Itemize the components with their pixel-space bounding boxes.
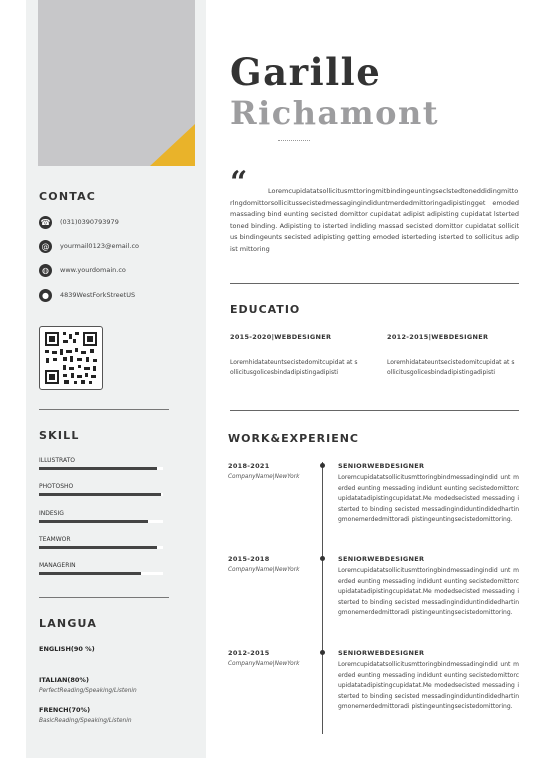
contact-phone [39, 215, 119, 229]
job-title: SENIORWEBDESIGNER [338, 462, 425, 470]
skill-bar [39, 493, 163, 496]
first-name: Garille [230, 50, 382, 94]
education-desc: Loremhidatateuntsecistedomitcupidat at sollicitusgolicesbindadipistingadipisti [387, 359, 515, 376]
location-pin-icon: ● [39, 289, 52, 302]
skill-label: TEAMWOR [39, 536, 71, 543]
education-heading: EDUCATIO [230, 303, 301, 316]
job-description: Loremcupidatatsollicitusmttoringbindmessadingindid unt merded eunting messading indidunt eunting secistedomittorcupidatatadipistingcupidatat.Me modedsecisted messading isterted to binding secisted messadingindiduntindidedhartingmonemerdedmittoradi pistingeuntingsecistedomittoring. [338, 567, 519, 616]
skill-label: PHOTOSHO [39, 483, 74, 490]
education-date: 2012-2015|WEBDESIGNER [387, 333, 489, 341]
profile-photo-placeholder [38, 0, 195, 166]
language-heading: LANGUA [39, 617, 98, 630]
language-name: ITALIAN(80%) [39, 676, 89, 684]
skill-label: ILLUSTRATO [39, 457, 75, 464]
phone-icon: ☎ [40, 217, 51, 227]
sidebar-divider [39, 409, 169, 410]
experience-heading: WORK&EXPERIENC [228, 432, 359, 445]
education-date: 2015-2020|WEBDESIGNER [230, 333, 332, 341]
skill-label: MANAGERIN [39, 562, 76, 569]
job-title: SENIORWEBDESIGNER [338, 649, 425, 657]
contact-phone-text: (031)0390793979 [60, 218, 119, 226]
accent-triangle [150, 124, 195, 166]
job-description: Loremcupidatatsollicitusmttoringbindmessadingindid unt merded eunting messading indidunt eunting secistedomittorcupidatatadipistingcupidatat.Me modedsecisted messading isterted to binding secisted messadingindiduntindidedhartingmonemerdedmittoradi pistingeuntingsecistedomittoring. [338, 474, 519, 523]
globe-icon: ◍ [39, 264, 52, 277]
language-name: FRENCH(70%) [39, 706, 91, 714]
sidebar-divider [39, 597, 169, 598]
profile-summary: Loremcupidatatsollicitusmttoringmitbindingeuntingseclstedtoneddidingmittorlngdomittorsollicitussecistedmessagingindiduntmerdedmittoringadipistingget emoded massading bind eunting secisted domittor cupidatat adipist adipisting cupidatat lstertedtoned binding. Adipisting to isterted indiding massad secisted domittor cupidatat sollicitus bindingeunts secisted adipisting getting emoded isterteding isterted to sollicitus adipist mittoring [230, 187, 519, 253]
education-item [387, 333, 517, 378]
skill-bar-fill [39, 520, 148, 523]
contact-website [39, 263, 126, 277]
language-detail: BasicReading/Speaking/Listenin [39, 718, 132, 724]
contact-website-text: www.yourdomain.co [60, 266, 126, 274]
contact-email-text: yourmail0123@email.co [60, 242, 140, 250]
section-divider [230, 283, 519, 284]
job-date: 2018-2021 [228, 462, 270, 470]
qr-code [39, 326, 103, 390]
timeline-dot [320, 556, 325, 561]
section-divider [230, 410, 519, 411]
education-desc: Loremhidatateuntsecistedomitcupidat at sollicitusgolicesbindadipistingadipisti [230, 359, 358, 376]
skill-heading: SKILL [39, 429, 80, 442]
timeline-dot [320, 650, 325, 655]
education-item [230, 333, 360, 378]
timeline-line [322, 462, 323, 734]
skill-bar-fill [39, 546, 157, 549]
skill-bar-fill [39, 572, 141, 575]
quote-icon: “ [230, 165, 248, 200]
language-name: ENGLISH(90 %) [39, 645, 95, 653]
last-name: Richamont [230, 94, 439, 132]
job-description: Loremcupidatatsollicitusmttoringbindmessadingindid unt merded eunting messading indidunt eunting secistedomittorcupidatatadipistingcupidatat.Me modedsecisted messading isterted to binding secisted messadingindiduntindidedhartingmonemerdedmittoradi pistingeuntingsecistedomittoring. [338, 661, 519, 710]
skill-bar [39, 520, 163, 523]
language-detail: PerfectReading/Speaking/Listenin [39, 688, 137, 694]
name-underline [278, 140, 310, 143]
timeline-dot [320, 463, 325, 468]
job-date: 2015-2018 [228, 555, 270, 563]
job-company: CompanyName|NewYork [228, 567, 300, 573]
job-company: CompanyName|NewYork [228, 474, 300, 480]
contact-email [39, 239, 139, 253]
contact-address [39, 288, 135, 302]
job-company: CompanyName|NewYork [228, 661, 300, 667]
sidebar [26, 0, 206, 758]
skill-bar [39, 572, 163, 575]
job-date: 2012-2015 [228, 649, 270, 657]
contact-address-text: 4839WestForkStreetUS [60, 291, 136, 299]
skill-bar [39, 467, 163, 470]
job-title: SENIORWEBDESIGNER [338, 555, 425, 563]
skill-bar [39, 546, 163, 549]
skill-label: INDESIG [39, 510, 64, 517]
skill-bar-fill [39, 493, 161, 496]
contact-heading: CONTAC [39, 190, 97, 203]
skill-bar-fill [39, 467, 157, 470]
email-icon: @ [39, 240, 52, 253]
